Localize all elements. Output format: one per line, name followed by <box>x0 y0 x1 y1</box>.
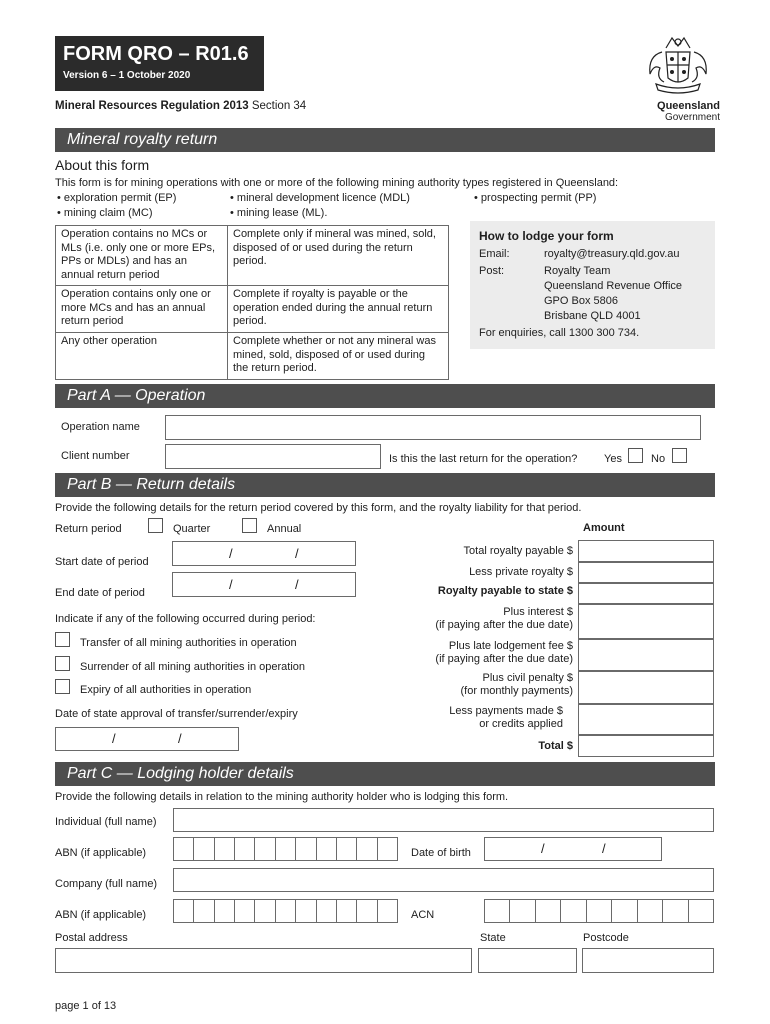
logo-queensland: Queensland <box>657 100 720 112</box>
enquiries-line: For enquiries, call 1300 300 734. <box>479 327 640 339</box>
type-ep: • exploration permit (EP) <box>57 192 177 204</box>
abn-company-label: ABN (if applicable) <box>55 909 147 921</box>
start-date-label: Start date of period <box>55 556 149 568</box>
table-row <box>56 333 449 380</box>
no-label: No <box>651 453 666 465</box>
less-private-label: Less private royalty $ <box>469 566 573 578</box>
company-label: Company (full name) <box>55 878 158 890</box>
table-cell-condition: Any other operation <box>56 333 228 380</box>
form-code: FORM QRO – R01.6 <box>63 43 249 65</box>
royalty-to-state-label: Royalty payable to state $ <box>437 585 573 597</box>
logo-government: Government <box>664 112 720 123</box>
postcode-label: Postcode <box>583 932 629 944</box>
table-row <box>56 286 449 333</box>
lodge-info-box <box>470 221 715 349</box>
table-cell-condition: Operation contains only one or more MCs and has an annual return period <box>56 286 228 333</box>
total-label: Total $ <box>538 740 573 752</box>
part-b-bar: Part B — Return details <box>55 473 715 497</box>
last-return-yes-checkbox[interactable] <box>628 448 643 463</box>
approval-date-label: Date of state approval of transfer/surrender/expiry <box>55 708 298 720</box>
operation-name-input[interactable] <box>165 415 701 440</box>
client-number-input[interactable] <box>165 444 381 469</box>
part-c-intro: Provide the following details in relation to the mining authority holder who is lodging this form. <box>55 791 509 803</box>
late-fee-input[interactable] <box>578 639 714 671</box>
table-cell-instruction: Complete if royalty is payable or the operation ended during the annual return period. <box>228 286 449 333</box>
transfer-label: Transfer of all mining authorities in operation <box>80 637 297 649</box>
total-royalty-label: Total royalty payable $ <box>463 545 573 557</box>
type-pp: • prospecting permit (PP) <box>474 192 597 204</box>
about-heading: About this form <box>55 157 150 173</box>
operation-name-label: Operation name <box>61 421 140 433</box>
postal-address-input[interactable] <box>55 948 472 973</box>
regulation-name: Mineral Resources Regulation 2013 <box>55 100 249 112</box>
total-input[interactable] <box>578 735 714 757</box>
qld-government-logo <box>636 34 720 122</box>
state-label: State <box>480 932 506 944</box>
less-payments-label: Less payments made $ or credits applied <box>449 705 563 730</box>
abn-company-input[interactable] <box>173 899 398 923</box>
last-return-question: Is this the last return for the operation? <box>389 453 578 465</box>
type-mc: • mining claim (MC) <box>57 207 153 219</box>
operation-type-table <box>55 225 449 380</box>
form-version: Version 6 – 1 October 2020 <box>63 70 191 81</box>
start-date-input[interactable]: / / <box>172 541 356 566</box>
quarter-label: Quarter <box>173 523 211 535</box>
type-mdl: • mineral development licence (MDL) <box>230 192 410 204</box>
yes-label: Yes <box>604 453 622 465</box>
abn-individual-label: ABN (if applicable) <box>55 847 147 859</box>
individual-label: Individual (full name) <box>55 816 157 828</box>
less-payments-input[interactable] <box>578 704 714 735</box>
page-number: page 1 of 13 <box>55 1000 117 1012</box>
civil-penalty-input[interactable] <box>578 671 714 704</box>
acn-label: ACN <box>411 909 435 921</box>
email-link[interactable]: royalty@treasury.qld.gov.au <box>544 248 680 260</box>
royalty-to-state-input[interactable] <box>578 583 714 604</box>
less-private-input[interactable] <box>578 562 714 583</box>
approval-date-input[interactable]: / / <box>55 727 239 751</box>
regulation-line <box>55 100 306 112</box>
plus-interest-label: Plus interest $ (if paying after the due date) <box>435 606 573 631</box>
table-cell-condition: Operation contains no MCs or MLs (i.e. only one or more EPs, PPs or MDLs) and has an annual return period <box>56 226 228 286</box>
amount-heading: Amount <box>583 522 625 534</box>
table-cell-instruction: Complete only if mineral was mined, sold, disposed of or used during the return period. <box>228 226 449 286</box>
lodge-email-row <box>479 247 706 262</box>
annual-label: Annual <box>267 523 302 535</box>
expiry-checkbox[interactable] <box>55 679 70 694</box>
state-input[interactable] <box>478 948 577 973</box>
type-ml: • mining lease (ML). <box>230 207 328 219</box>
indicate-label: Indicate if any of the following occurred during period: <box>55 613 316 625</box>
company-input[interactable] <box>173 868 714 892</box>
form-code-block <box>55 36 264 91</box>
lodge-post-row <box>479 264 706 324</box>
abn-individual-input[interactable] <box>173 837 398 861</box>
post-address: Royalty Team Queensland Revenue Office GPO Box 5806 Brisbane QLD 4001 <box>544 265 682 322</box>
plus-interest-input[interactable] <box>578 604 714 639</box>
acn-input[interactable] <box>484 899 714 923</box>
last-return-no-checkbox[interactable] <box>672 448 687 463</box>
lodge-heading: How to lodge your form <box>479 229 614 243</box>
late-fee-label: Plus late lodgement fee $ (if paying after the due date) <box>435 640 573 665</box>
end-date-label: End date of period <box>55 587 145 599</box>
civil-penalty-label: Plus civil penalty $ (for monthly payments) <box>460 672 573 697</box>
post-label: Post: <box>479 265 505 277</box>
surrender-label: Surrender of all mining authorities in operation <box>80 661 306 673</box>
part-b-intro: Provide the following details for the return period covered by this form, and the royalty liability for that period. <box>55 502 582 514</box>
email-label: Email: <box>479 248 510 260</box>
return-period-label: Return period <box>55 523 122 535</box>
regulation-section: Section 34 <box>251 100 307 112</box>
end-date-input[interactable]: / / <box>172 572 356 597</box>
dob-label: Date of birth <box>411 847 471 859</box>
table-cell-instruction: Complete whether or not any mineral was mined, sold, disposed of or used during the return period. <box>228 333 449 380</box>
part-c-bar: Part C — Lodging holder details <box>55 762 715 786</box>
annual-checkbox[interactable] <box>242 518 257 533</box>
individual-input[interactable] <box>173 808 714 832</box>
expiry-label: Expiry of all authorities in operation <box>80 684 252 696</box>
total-royalty-input[interactable] <box>578 540 714 562</box>
quarter-checkbox[interactable] <box>148 518 163 533</box>
postcode-input[interactable] <box>582 948 714 973</box>
postal-label: Postal address <box>55 932 128 944</box>
client-number-label: Client number <box>61 450 130 462</box>
about-intro: This form is for mining operations with one or more of the following mining authority types registered in Queensland: <box>55 177 619 189</box>
surrender-checkbox[interactable] <box>55 656 70 671</box>
title-bar: Mineral royalty return <box>55 128 715 152</box>
dob-input[interactable]: / / <box>484 837 662 861</box>
transfer-checkbox[interactable] <box>55 632 70 647</box>
coat-of-arms-icon <box>636 34 720 96</box>
part-a-bar: Part A — Operation <box>55 384 715 408</box>
table-row <box>56 226 449 286</box>
